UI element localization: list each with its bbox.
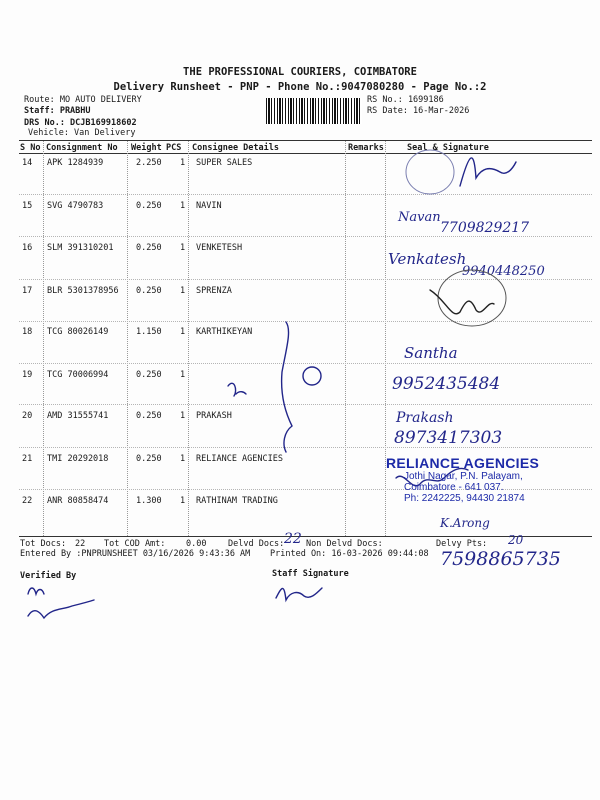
row14-seal-stamp [406,150,454,194]
reliance-agencies-stamp [386,455,582,504]
row-weight: 0.250 [136,286,162,296]
tot-cod-label: Tot COD Amt: [104,539,166,549]
runsheet-subtitle: Delivery Runsheet - PNP - Phone No.:9047080280 - Page No.:2 [113,81,487,93]
row-pcs: 1 [180,370,186,380]
row-sno: 20 [22,411,33,421]
row17-signature [430,290,494,314]
row-consignment: ANR 80858474 [47,496,109,506]
staff-signature-label: Staff Signature [272,569,349,579]
handwritten-name-row20: Prakash [396,410,454,426]
row-consignment: TCG 70006994 [47,370,109,380]
row-pcs: 1 [180,201,186,211]
route-label: Route: MO AUTO DELIVERY [24,95,142,105]
row-weight: 0.250 [136,201,162,211]
col-remarks: Remarks [348,143,384,153]
non-delvd-label: Non Delvd Docs: [306,539,383,549]
row-consignee: RELIANCE AGENCIES [196,454,283,464]
row-consignment: APK 1284939 [47,158,104,168]
row-consignment: BLR 5301378956 [47,286,119,296]
stamp-company-name: RELIANCE AGENCIES [386,455,540,471]
handwritten-name-row22: K.Arong [440,516,490,530]
row-consignment: TMI 20292018 [47,454,109,464]
vehicle-label: Vehicle: Van Delivery [28,128,136,138]
col-consignee: Consignee Details [192,143,279,153]
row-sno: 17 [22,286,33,296]
entered-by: Entered By :PNPRUNSHEET 03/16/2026 9:43:36 AM [20,549,251,559]
row-weight: 1.150 [136,327,162,337]
handwritten-name-row19: Santha [404,344,458,362]
tot-docs-label: Tot Docs: [20,539,67,549]
handwritten-name-row16: Venkatesh [388,250,467,268]
row-pcs: 1 [180,454,186,464]
col-seal-signature: Seal & Signature [407,143,489,153]
col-weight: Weight [131,143,162,153]
stamp-phone-line: Ph: 2242225, 94430 21874 [404,493,525,504]
stamp-address-line2: Coimbatore - 641 037. [404,482,504,493]
row-consignment: SVG 4790783 [47,201,104,211]
row-consignee: NAVIN [196,201,222,211]
staff-signature-mark [276,588,322,600]
col-pcs: PCS [166,143,182,153]
row-pcs: 1 [180,496,186,506]
row-sno: 16 [22,243,33,253]
printed-on: Printed On: 16-03-2026 09:44:08 [270,549,429,559]
row19-initials [228,383,246,396]
staff-label: Staff: PRABHU [24,106,91,116]
row-consignee: PRAKASH [196,411,232,421]
row-weight: 0.250 [136,454,162,464]
tot-cod-value: 0.00 [186,539,207,549]
col-sno: S No [20,143,41,153]
row-consignee: VENKETESH [196,243,243,253]
row14-signature [460,158,516,186]
row-consignment: AMD 31555741 [47,411,109,421]
rs-number: RS No.: 1699186 [367,95,444,105]
handwritten-phone-row19: 9952435484 [392,374,501,394]
delvd-docs-label: Delvd Docs: [228,539,285,549]
row-consignee: SUPER SALES [196,158,253,168]
row-weight: 1.300 [136,496,162,506]
company-title: THE PROFESSIONAL COURIERS, COIMBATORE [183,66,417,78]
tot-docs-value: 22 [75,539,86,549]
row-weight: 0.250 [136,243,162,253]
rs-date: RS Date: 16-Mar-2026 [367,106,470,116]
row-consignment: SLM 391310201 [47,243,114,253]
row18-bracket-scribble [282,322,292,452]
row-consignee: RATHINAM TRADING [196,496,278,506]
row-weight: 0.250 [136,370,162,380]
row19-circle-mark [303,367,321,385]
delvy-pts-label: Delvy Pts: [436,539,488,549]
row-consignee: SPRENZA [196,286,232,296]
row-pcs: 1 [180,158,186,168]
handwritten-name-row15: Navan [398,210,441,225]
drs-number: DRS No.: DCJB169918602 [24,118,137,128]
row-sno: 22 [22,496,33,506]
handwritten-phone-row20: 8973417303 [394,428,503,448]
row-weight: 0.250 [136,411,162,421]
col-consignment: Consignment No [46,143,118,153]
row-weight: 2.250 [136,158,162,168]
verified-by-label: Verified By [20,571,77,581]
verified-by-signature [28,588,44,594]
row-pcs: 1 [180,411,186,421]
row-pcs: 1 [180,286,186,296]
row-sno: 15 [22,201,33,211]
row-pcs: 1 [180,327,186,337]
row-sno: 19 [22,370,33,380]
row-pcs: 1 [180,243,186,253]
verified-by-signature-2 [28,600,94,618]
row-sno: 14 [22,158,33,168]
delvy-pts-handwritten: 20 [508,533,524,547]
row-consignee: KARTHIKEYAN [196,327,253,337]
row-consignment: TCG 80026149 [47,327,109,337]
delvd-docs-handwritten: 22 [284,531,302,547]
stamp-address-line1: Jothi Nagar, P.N. Palayam, [404,471,523,482]
row-sno: 18 [22,327,33,337]
row17-seal-stamp [438,270,506,326]
handwritten-phone-row16: 9940448250 [462,264,545,279]
row-sno: 21 [22,454,33,464]
handwritten-phone-row15: 7709829217 [440,220,530,236]
handwritten-phone-row22: 7598865735 [440,548,561,570]
